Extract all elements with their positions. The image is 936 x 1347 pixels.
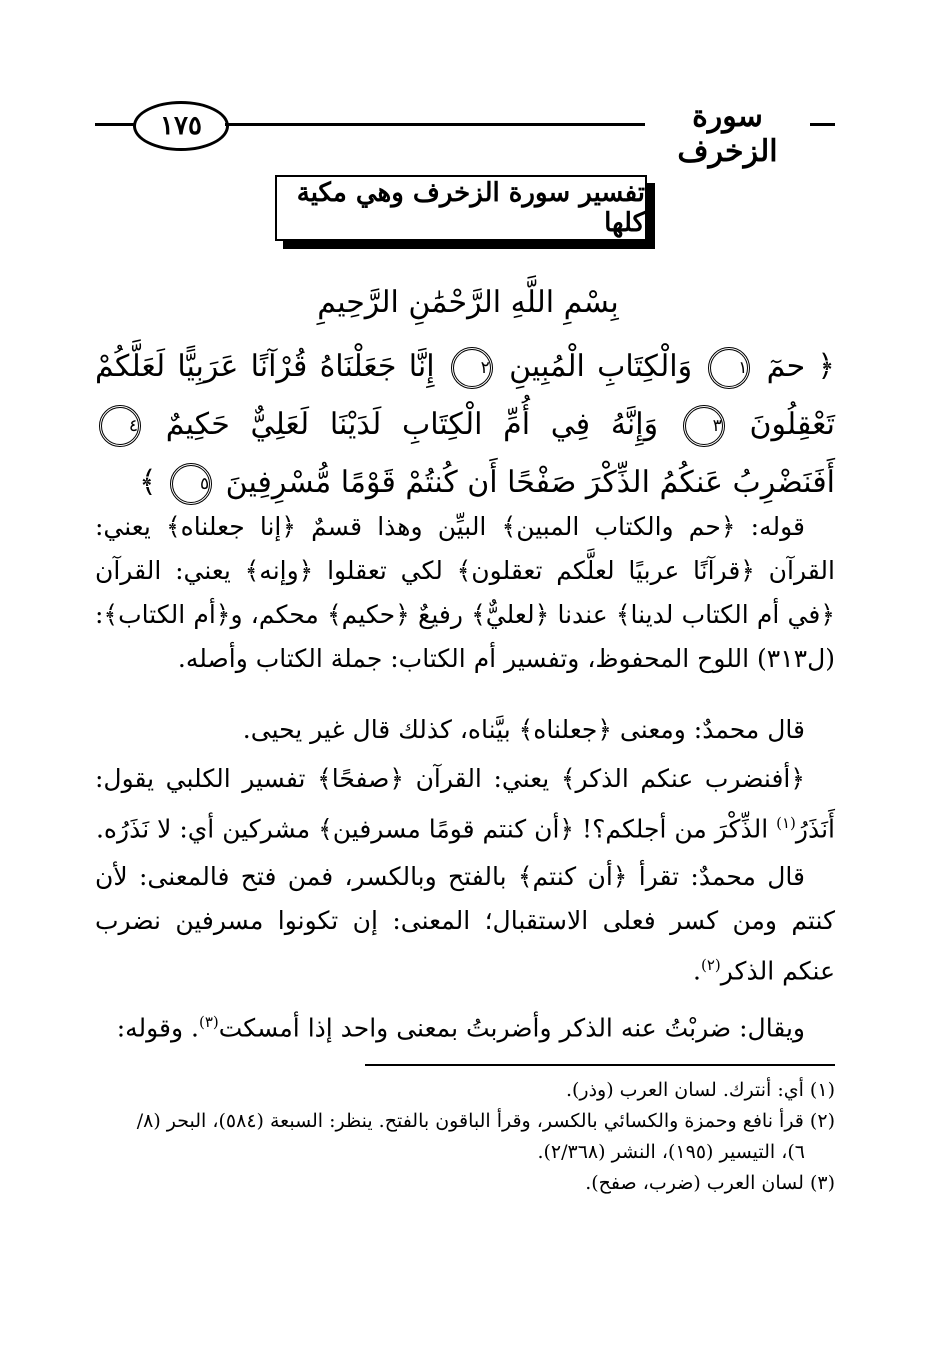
paragraph-3-text-b: الذِّكْرَ من أجلكم؟! ﴿أن كنتم قومًا مسرفين﴾ مشركين أي: لا نَذَرُه. bbox=[95, 814, 777, 844]
commentary-paragraph-4 bbox=[95, 855, 835, 993]
footnote-separator bbox=[365, 1064, 835, 1066]
section-title-box: تفسير سورة الزخرف وهي مكية كلها bbox=[275, 175, 647, 241]
footnote-2: (٢) قرأ نافع وحمزة والكسائي بالكسر، وقرأ الباقون بالفتح. ينظر: السبعة (٥٨٤)، البحر (٨/ bbox=[136, 1110, 835, 1132]
verse-close-bracket: ﴾ bbox=[138, 465, 157, 500]
footnote-ref-1[interactable]: (١) bbox=[776, 814, 796, 832]
ayah-number-3: ٣ bbox=[683, 405, 725, 447]
commentary-paragraph-5 bbox=[95, 1000, 835, 1050]
header-rule-left bbox=[95, 123, 135, 126]
paragraph-4-text-b: . bbox=[693, 956, 701, 986]
paragraph-5-text-b: . وقوله: bbox=[116, 1013, 199, 1043]
footnote-ref-3[interactable]: (٣) bbox=[198, 1013, 219, 1031]
quran-verses bbox=[95, 338, 835, 512]
commentary-paragraph-3 bbox=[95, 757, 835, 851]
footnote-ref-2[interactable]: (٢) bbox=[700, 956, 721, 974]
ayah-number-4: ٤ bbox=[99, 405, 141, 447]
verse-2: وَالْكِتَابِ الْمُبِينِ bbox=[509, 349, 693, 384]
paragraph-4-text-a: قال محمدٌ: تقرأ ﴿أن كنتم﴾ بالفتح وبالكسر، فمن فتح فالمعنى: لأن كنتم ومن كسر فعلى الاستقبال؛ المعنى: إن تكونوا مسرفين نضرب عنكم الذكر bbox=[95, 862, 835, 986]
verse-5: أَفَنَضْرِبُ عَنكُمُ الذِّكْرَ صَفْحًا أَن كُنتُمْ قَوْمًا مُّسْرِفِينَ bbox=[225, 465, 835, 500]
ayah-number-1: ١ bbox=[708, 347, 750, 389]
commentary-paragraph-1: قوله: ﴿حم والكتاب المبين﴾ البيِّن وهذا قسمٌ ﴿إنا جعلناه﴾ يعني: القرآن ﴿قرآنًا عربيًا لعلَّكم تعقلون﴾ لكي تعقلوا ﴿وإنه﴾ يعني: القرآن ﴿في أم الكتاب لدينا﴾ عندنا ﴿لعليٌّ﴾ رفيعٌ ﴿حكيم﴾ محكم، و﴿أم الكتاب﴾: (ل٣١٣) اللوح المحفوظ، وتفسير أم الكتاب: جملة الكتاب وأصله. bbox=[95, 512, 835, 673]
footnote-2-continuation: ٦)، التيسير (١٩٥)، النشر (٢/٣٦٨). bbox=[537, 1141, 805, 1163]
footnote-1: (١) أي: أنترك. لسان العرب (وذر). bbox=[565, 1079, 835, 1101]
surah-title: سورة الزخرف bbox=[677, 99, 778, 169]
verse-1: حمٓ bbox=[766, 349, 806, 384]
verse-4: وَإِنَّهُ فِي أُمِّ الْكِتَابِ لَدَيْنَا لَعَلِيٌّ حَكِيمٌ bbox=[165, 407, 659, 442]
header-rule-middle bbox=[225, 123, 645, 126]
ayah-number-2: ٢ bbox=[451, 347, 493, 389]
verse-open-bracket: ﴿ bbox=[817, 349, 835, 384]
paragraph-5-text-a: ويقال: ضربْتُ عنه الذكر وأضربتُ بمعنى واحد إذا أمسكت bbox=[218, 1013, 805, 1043]
ayah-number-5: ٥ bbox=[170, 463, 212, 505]
footnote-3: (٣) لسان العرب (ضرب، صفح). bbox=[585, 1172, 835, 1194]
basmala: بِسْمِ اللَّهِ الرَّحْمَٰنِ الرَّحِيمِ bbox=[317, 285, 619, 320]
commentary-paragraph-2: قال محمدٌ: ومعنى ﴿جعلناه﴾ بيَّناه، كذلك قال غير يحيى. bbox=[242, 715, 805, 744]
header-rule-right bbox=[810, 123, 835, 126]
page-number: ١٧٥ bbox=[133, 101, 229, 151]
page-header bbox=[95, 95, 835, 169]
verse-3: إِنَّا جَعَلْنَاهُ قُرْآنًا عَرَبِيًّا لَعَلَّكُمْ تَعْقِلُونَ bbox=[95, 349, 835, 442]
paragraph-3-text-a: ﴿أفنضرب عنكم الذكر﴾ يعني: القرآن ﴿صفحًا﴾ تفسير الكلبي يقول: أَنَذَرُ bbox=[95, 764, 835, 844]
footnotes bbox=[95, 1075, 835, 1199]
